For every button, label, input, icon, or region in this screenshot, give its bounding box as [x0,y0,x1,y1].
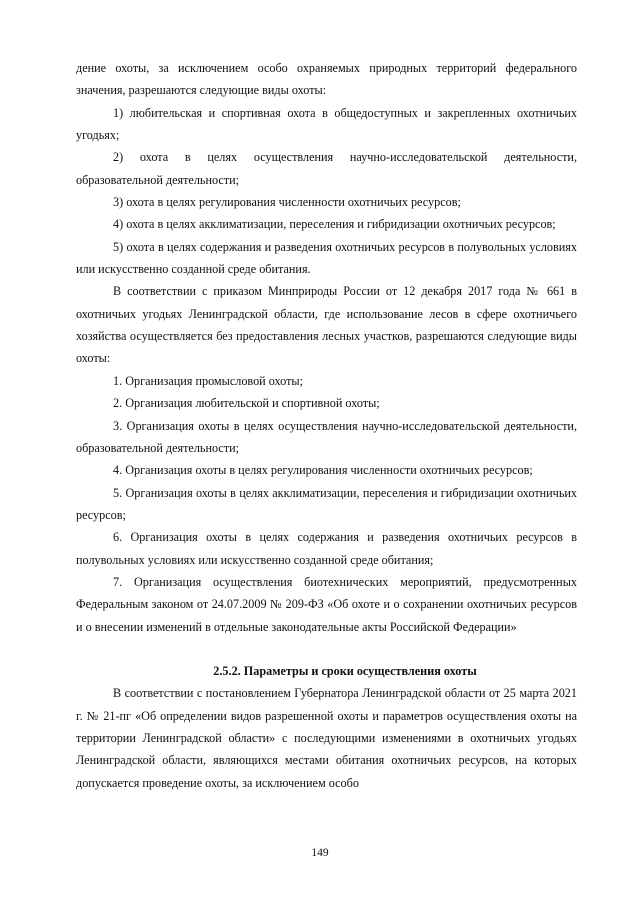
paragraph: 3) охота в целях регулирования численности охотничьих ресурсов; [113,195,461,210]
paragraph-group-bottom [76,682,577,794]
paragraph: 1. Организация промысловой охоты; [113,373,304,388]
paragraph: 5. Организация охоты в целях акклиматизации, переселения и гибридизации охотничьих ресурсов; [76,485,577,522]
page-number: 149 [311,847,329,859]
section-heading: 2.5.2. Параметры и сроки осуществления охоты [213,663,477,678]
paragraph: 1) любительская и спортивная охота в общедоступных и закрепленных охотничьих угодьях; [76,105,577,143]
paragraph: 7. Организация осуществления биотехнических мероприятий, предусмотренных Федеральным законом от 24.07.2009 № 209-ФЗ «Об охоте и о сохранении охотничьих ресурсов и о внесении изменений в отдельные законодательные акты Российской Федерации» [76,574,577,634]
paragraph: 2) охота в целях осуществления научно-исследовательской деятельности, образовательной деятельности; [76,150,577,187]
body-text [76,57,577,794]
paragraph: 6. Организация охоты в целях содержания и разведения охотничьих ресурсов в полувольных условиях или искусственно созданной среде обитания; [76,530,577,567]
paragraph: 2. Организация любительской и спортивной охоты; [113,396,380,411]
paragraph: 3. Организация охоты в целях осуществления научно-исследовательской деятельности, образовательной деятельности; [76,418,577,455]
paragraph: В соответствии с приказом Минприроды России от 12 декабря 2017 года № 661 в охотничьих угодьях Ленинградской области, где использование лесов в сфере охотничьего хозяйства осуществляется без предоставления лесных участков, разрешаются следующие виды охоты: [76,284,577,366]
paragraph: 4. Организация охоты в целях регулирования численности охотничьих ресурсов; [113,463,533,478]
paragraph: 4) охота в целях акклиматизации, переселения и гибридизации охотничьих ресурсов; [113,217,556,232]
paragraph: дение охоты, за исключением особо охраняемых природных территорий федерального значения, разрешаются следующие виды охоты: [76,61,577,98]
paragraph: 5) охота в целях содержания и разведения охотничьих ресурсов в полувольных условиях или искусственно созданной среде обитания. [76,239,577,277]
paragraph: В соответствии с постановлением Губернатора Ленинградской области от 25 марта 2021 г. № 21-пг «Об определении видов разрешенной охоты и параметров осуществления охоты на территории Ленинградской области» с последующими изменениями в охотничьих угодьях Ленинградской области, являющихся местами обитания охотничьих ресурсов, на которых допускается проведение охоты, за исключением особо [76,686,577,790]
paragraph-group-top [76,57,577,638]
